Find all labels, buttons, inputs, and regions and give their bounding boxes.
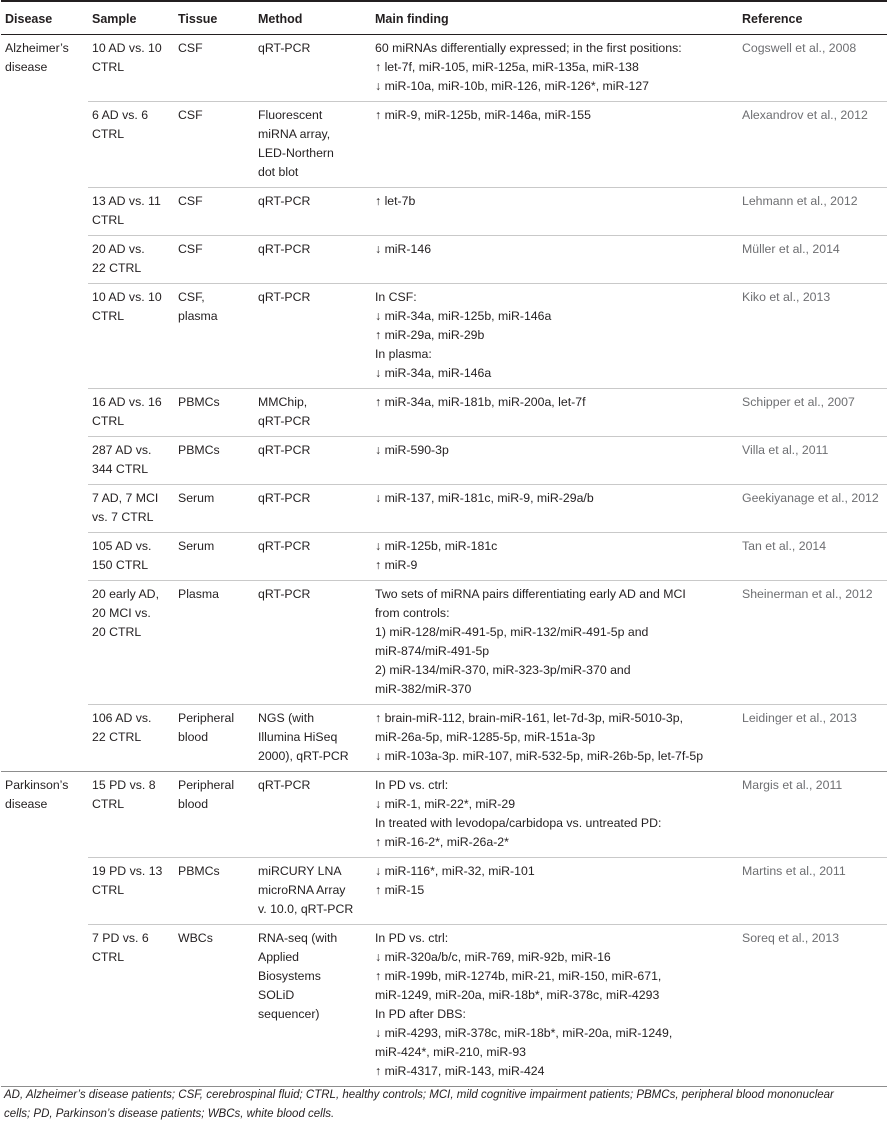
finding-cell (371, 772, 738, 858)
footnote-line: AD, Alzheimer’s disease patients; CSF, cerebrospinal fluid; CTRL, healthy controls; MCI, mild cognitive impairment patients; PBMCs, peripheral blood mononuclear (4, 1089, 834, 1101)
method-text: Illumina HiSeq (258, 730, 338, 744)
finding-text: ↑ miR-15 (375, 883, 425, 897)
reference-cell: Cogswell et al., 2008 (738, 35, 887, 102)
sample-cell (88, 485, 174, 533)
finding-text: ↑ miR-199b, miR-1274b, miR-21, miR-150, miR-671, (375, 969, 662, 983)
tissue-text: CSF (178, 242, 203, 256)
sample-cell (88, 533, 174, 581)
header-tissue: Tissue (174, 1, 254, 35)
reference-cell: Sheinerman et al., 2012 (738, 581, 887, 705)
tissue-text: PBMCs (178, 443, 220, 457)
sample-cell (88, 236, 174, 284)
finding-text: 60 miRNAs differentially expressed; in the first positions: (375, 41, 682, 55)
finding-text: ↓ miR-34a, miR-146a (375, 366, 492, 380)
disease-cell (1, 35, 88, 772)
finding-text: ↑ miR-16-2*, miR-26a-2* (375, 835, 509, 849)
sample-text: 15 PD vs. 8 (92, 778, 156, 792)
sample-text: CTRL (92, 213, 125, 227)
method-text: qRT-PCR (258, 242, 311, 256)
finding-text: ↑ miR-4317, miR-143, miR-424 (375, 1064, 545, 1078)
finding-text: Two sets of miRNA pairs differentiating early AD and MCI (375, 587, 686, 601)
reference-cell: Kiko et al., 2013 (738, 284, 887, 389)
method-cell (254, 35, 371, 102)
sample-text: 20 CTRL (92, 625, 142, 639)
disease-label: disease (5, 60, 48, 74)
method-cell (254, 581, 371, 705)
sample-text: 16 AD vs. 16 (92, 395, 162, 409)
table-row (1, 925, 887, 1087)
sample-cell (88, 858, 174, 925)
finding-cell (371, 35, 738, 102)
finding-cell (371, 389, 738, 437)
sample-text: CTRL (92, 60, 125, 74)
sample-text: 10 AD vs. 10 (92, 41, 162, 55)
sample-text: vs. 7 CTRL (92, 510, 154, 524)
method-text: sequencer) (258, 1007, 320, 1021)
tissue-text: blood (178, 797, 209, 811)
tissue-text: CSF (178, 194, 203, 208)
sample-text: 150 CTRL (92, 558, 149, 572)
disease-label: Alzheimer’s (5, 41, 69, 55)
sample-cell (88, 925, 174, 1087)
method-cell (254, 284, 371, 389)
reference-cell: Geekiyanage et al., 2012 (738, 485, 887, 533)
reference-cell: Soreq et al., 2013 (738, 925, 887, 1087)
reference-cell: Schipper et al., 2007 (738, 389, 887, 437)
table-row (1, 35, 887, 102)
sample-text: 20 early AD, (92, 587, 159, 601)
tissue-text: Peripheral (178, 778, 235, 792)
method-text: qRT-PCR (258, 194, 311, 208)
finding-text: In treated with levodopa/carbidopa vs. untreated PD: (375, 816, 662, 830)
method-cell (254, 236, 371, 284)
finding-text: ↑ brain-miR-112, brain-miR-161, let-7d-3p, miR-5010-3p, (375, 711, 683, 725)
method-text: 2000), qRT-PCR (258, 749, 349, 763)
table-row (1, 437, 887, 485)
footnote-line: cells; PD, Parkinson’s disease patients; WBCs, white blood cells. (4, 1108, 335, 1120)
finding-text: In PD after DBS: (375, 1007, 466, 1021)
sample-text: CTRL (92, 414, 125, 428)
tissue-cell (174, 35, 254, 102)
disease-label: disease (5, 797, 48, 811)
tissue-cell (174, 389, 254, 437)
tissue-text: CSF (178, 41, 203, 55)
method-text: miRCURY LNA (258, 864, 342, 878)
method-cell (254, 925, 371, 1087)
finding-cell (371, 188, 738, 236)
table-header (1, 1, 887, 35)
tissue-cell (174, 858, 254, 925)
finding-cell (371, 102, 738, 188)
reference-cell: Margis et al., 2011 (738, 772, 887, 858)
tissue-text: CSF (178, 108, 203, 122)
sample-cell (88, 772, 174, 858)
finding-text: ↓ miR-1, miR-22*, miR-29 (375, 797, 516, 811)
sample-text: 344 CTRL (92, 462, 149, 476)
finding-text: ↓ miR-116*, miR-32, miR-101 (375, 864, 535, 878)
tissue-text: Serum (178, 491, 215, 505)
method-text: dot blot (258, 165, 299, 179)
table-row (1, 705, 887, 772)
reference-cell: Lehmann et al., 2012 (738, 188, 887, 236)
method-cell (254, 705, 371, 772)
finding-text: ↓ miR-590-3p (375, 443, 449, 457)
table-footnote (4, 1086, 884, 1124)
reference-cell: Martins et al., 2011 (738, 858, 887, 925)
table-row (1, 533, 887, 581)
tissue-text: blood (178, 730, 209, 744)
method-text: qRT-PCR (258, 491, 311, 505)
tissue-text: Plasma (178, 587, 220, 601)
reference-cell: Alexandrov et al., 2012 (738, 102, 887, 188)
sample-cell (88, 389, 174, 437)
finding-text: miR-424*, miR-210, miR-93 (375, 1045, 527, 1059)
sample-text: CTRL (92, 950, 125, 964)
finding-text: In PD vs. ctrl: (375, 931, 449, 945)
sample-cell (88, 437, 174, 485)
method-cell (254, 772, 371, 858)
sample-text: 10 AD vs. 10 (92, 290, 162, 304)
sample-text: 13 AD vs. 11 (92, 194, 161, 208)
finding-text: ↑ miR-9 (375, 558, 418, 572)
sample-text: CTRL (92, 797, 125, 811)
tissue-cell (174, 236, 254, 284)
table-row (1, 581, 887, 705)
disease-label: Parkinson’s (5, 778, 69, 792)
finding-cell (371, 925, 738, 1087)
tissue-cell (174, 437, 254, 485)
finding-text: ↓ miR-34a, miR-125b, miR-146a (375, 309, 552, 323)
mirna-table (1, 0, 887, 1087)
finding-cell (371, 236, 738, 284)
sample-cell (88, 102, 174, 188)
tissue-text: Serum (178, 539, 215, 553)
finding-text: 1) miR-128/miR-491-5p, miR-132/miR-491-5p and (375, 625, 649, 639)
reference-cell: Leidinger et al., 2013 (738, 705, 887, 772)
sample-text: CTRL (92, 883, 125, 897)
tissue-cell (174, 485, 254, 533)
method-cell (254, 858, 371, 925)
finding-text: miR-874/miR-491-5p (375, 644, 490, 658)
method-text: SOLiD (258, 988, 295, 1002)
finding-text: ↓ miR-103a-3p. miR-107, miR-532-5p, miR-26b-5p, let-7f-5p (375, 749, 704, 763)
table-row (1, 772, 887, 858)
finding-cell (371, 284, 738, 389)
sample-text: 22 CTRL (92, 730, 142, 744)
finding-text: ↓ miR-125b, miR-181c (375, 539, 498, 553)
table-row (1, 236, 887, 284)
tissue-cell (174, 772, 254, 858)
reference-cell: Tan et al., 2014 (738, 533, 887, 581)
finding-text: miR-26a-5p, miR-1285-5p, miR-151a-3p (375, 730, 596, 744)
method-cell (254, 485, 371, 533)
sample-cell (88, 581, 174, 705)
sample-text: CTRL (92, 309, 125, 323)
tissue-cell (174, 102, 254, 188)
tissue-text: CSF, (178, 290, 205, 304)
method-cell (254, 389, 371, 437)
sample-cell (88, 35, 174, 102)
finding-text: ↓ miR-10a, miR-10b, miR-126, miR-126*, miR-127 (375, 79, 650, 93)
method-text: RNA-seq (with (258, 931, 338, 945)
finding-text: ↓ miR-137, miR-181c, miR-9, miR-29a/b (375, 491, 594, 505)
sample-text: 105 AD vs. (92, 539, 152, 553)
table-row (1, 485, 887, 533)
method-text: qRT-PCR (258, 778, 311, 792)
finding-text: ↑ let-7b (375, 194, 416, 208)
sample-text: 287 AD vs. (92, 443, 152, 457)
sample-cell (88, 188, 174, 236)
method-cell (254, 102, 371, 188)
method-text: microRNA Array (258, 883, 346, 897)
method-cell (254, 533, 371, 581)
finding-text: ↑ miR-9, miR-125b, miR-146a, miR-155 (375, 108, 591, 122)
tissue-text: Peripheral (178, 711, 235, 725)
header-reference: Reference (738, 1, 887, 35)
sample-text: 20 MCI vs. (92, 606, 151, 620)
method-text: Fluorescent (258, 108, 323, 122)
table-row (1, 284, 887, 389)
method-text: qRT-PCR (258, 414, 311, 428)
sample-text: 106 AD vs. (92, 711, 152, 725)
tissue-text: PBMCs (178, 395, 220, 409)
tissue-cell (174, 925, 254, 1087)
sample-cell (88, 705, 174, 772)
sample-text: CTRL (92, 127, 125, 141)
finding-cell (371, 705, 738, 772)
header-disease: Disease (1, 1, 88, 35)
method-text: qRT-PCR (258, 41, 311, 55)
method-cell (254, 188, 371, 236)
method-text: MMChip, (258, 395, 308, 409)
finding-text: In plasma: (375, 347, 432, 361)
finding-text: ↑ miR-34a, miR-181b, miR-200a, let-7f (375, 395, 586, 409)
table-row (1, 389, 887, 437)
method-text: qRT-PCR (258, 539, 311, 553)
finding-text: ↑ miR-29a, miR-29b (375, 328, 485, 342)
finding-text: In CSF: (375, 290, 417, 304)
finding-text: ↓ miR-320a/b/c, miR-769, miR-92b, miR-16 (375, 950, 611, 964)
method-text: qRT-PCR (258, 290, 311, 304)
header-method: Method (254, 1, 371, 35)
table-body (1, 35, 887, 1087)
header-main-finding: Main finding (371, 1, 738, 35)
finding-text: ↓ miR-146 (375, 242, 432, 256)
tissue-cell (174, 705, 254, 772)
tissue-cell (174, 188, 254, 236)
finding-text: ↑ let-7f, miR-105, miR-125a, miR-135a, miR-138 (375, 60, 639, 74)
header-sample: Sample (88, 1, 174, 35)
finding-cell (371, 485, 738, 533)
method-cell (254, 437, 371, 485)
finding-text: miR-1249, miR-20a, miR-18b*, miR-378c, miR-4293 (375, 988, 660, 1002)
method-text: LED-Northern (258, 146, 334, 160)
sample-text: 6 AD vs. 6 (92, 108, 149, 122)
finding-cell (371, 533, 738, 581)
reference-cell: Villa et al., 2011 (738, 437, 887, 485)
sample-text: 19 PD vs. 13 (92, 864, 163, 878)
finding-text: from controls: (375, 606, 450, 620)
method-text: Biosystems (258, 969, 321, 983)
sample-text: 7 AD, 7 MCI (92, 491, 159, 505)
finding-cell (371, 437, 738, 485)
method-text: miRNA array, (258, 127, 331, 141)
tissue-text: WBCs (178, 931, 213, 945)
method-text: Applied (258, 950, 300, 964)
finding-text: ↓ miR-4293, miR-378c, miR-18b*, miR-20a, miR-1249, (375, 1026, 673, 1040)
finding-text: 2) miR-134/miR-370, miR-323-3p/miR-370 and (375, 663, 631, 677)
sample-text: 20 AD vs. (92, 242, 145, 256)
method-text: NGS (with (258, 711, 315, 725)
table-row (1, 102, 887, 188)
method-text: v. 10.0, qRT-PCR (258, 902, 354, 916)
reference-cell: Müller et al., 2014 (738, 236, 887, 284)
disease-cell (1, 772, 88, 1087)
tissue-cell (174, 284, 254, 389)
tissue-cell (174, 581, 254, 705)
finding-text: miR-382/miR-370 (375, 682, 472, 696)
finding-cell (371, 581, 738, 705)
finding-cell (371, 858, 738, 925)
tissue-text: plasma (178, 309, 218, 323)
sample-text: 7 PD vs. 6 (92, 931, 149, 945)
method-text: qRT-PCR (258, 443, 311, 457)
method-text: qRT-PCR (258, 587, 311, 601)
tissue-text: PBMCs (178, 864, 220, 878)
table-row (1, 188, 887, 236)
tissue-cell (174, 533, 254, 581)
table-row (1, 858, 887, 925)
finding-text: In PD vs. ctrl: (375, 778, 449, 792)
sample-text: 22 CTRL (92, 261, 142, 275)
sample-cell (88, 284, 174, 389)
